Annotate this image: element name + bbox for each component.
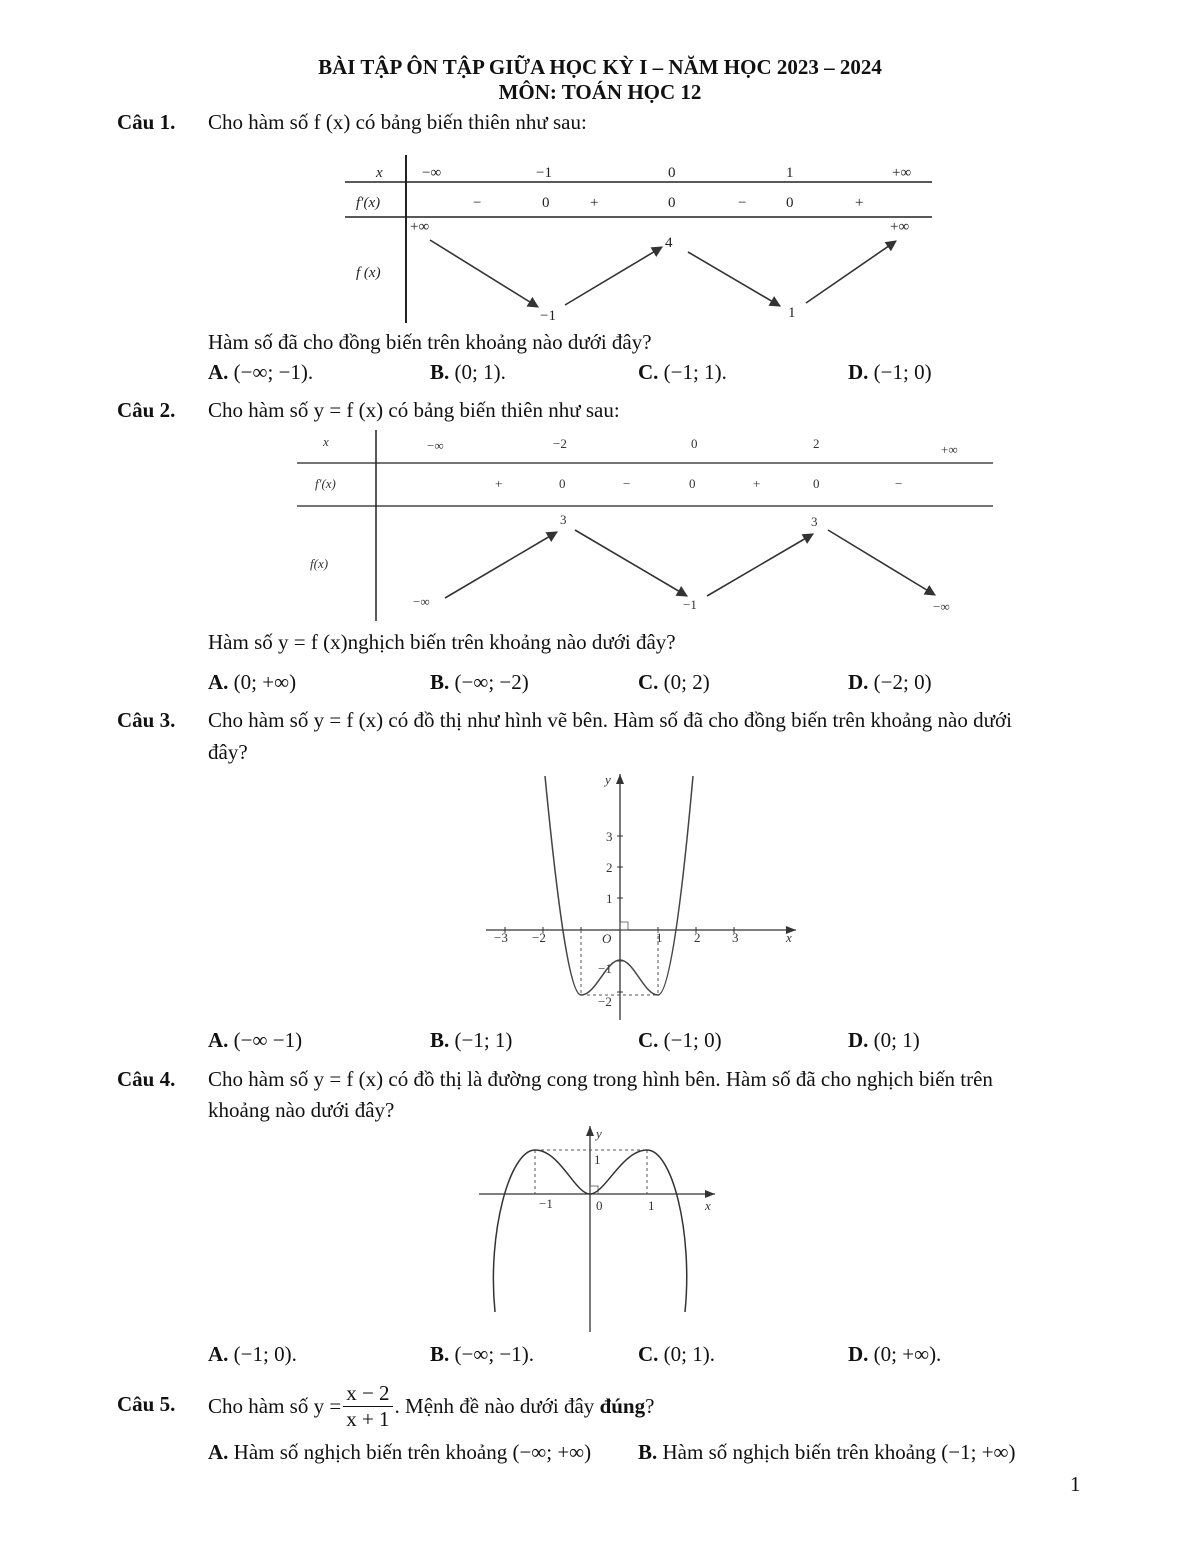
option-letter: A.	[208, 1342, 229, 1366]
q1-x-value: 1	[786, 165, 794, 181]
q2-x-value: 2	[813, 436, 820, 451]
q2-x-value: +∞	[941, 442, 958, 457]
q2-fp-value: −	[623, 476, 631, 491]
option-text: (0; 1).	[663, 1342, 715, 1366]
q2-x-label: x	[323, 434, 329, 449]
q5-fraction	[343, 1381, 392, 1430]
q5-text-end: ?	[645, 1393, 655, 1418]
q1-variation-table	[340, 155, 940, 325]
q5-option-a[interactable]	[208, 1440, 591, 1465]
option-letter: B.	[430, 670, 450, 694]
question-1-text: Cho hàm số f (x) có bảng biến thiên như sau:	[208, 110, 587, 134]
option-text: (0; 2)	[663, 670, 710, 694]
option-text: (−1; 0)	[873, 360, 932, 384]
option-text: (−1; 0).	[233, 1342, 297, 1366]
q2-f-value: −∞	[413, 594, 430, 609]
question-4-text-cont: khoảng nào dưới đây?	[208, 1098, 395, 1122]
q1-option-c[interactable]	[638, 360, 727, 385]
option-text: (−2; 0)	[873, 670, 932, 694]
option-letter: D.	[848, 670, 869, 694]
option-letter: C.	[638, 1342, 659, 1366]
q4-option-a[interactable]	[208, 1342, 297, 1367]
q3-y-tick: −1	[598, 961, 612, 976]
q2-fp-value: 0	[559, 476, 566, 491]
option-letter: B.	[638, 1440, 658, 1464]
question-5-text	[208, 1376, 654, 1436]
q5-text-pre: Cho hàm số y =	[208, 1393, 342, 1418]
q1-x-value: −∞	[422, 165, 442, 181]
q3-option-a[interactable]	[208, 1028, 302, 1053]
q1-f-value: +∞	[890, 219, 910, 235]
q1-fp-value: 0	[786, 195, 794, 211]
q1-x-label: x	[376, 165, 383, 181]
option-text: (0; +∞)	[233, 670, 297, 694]
q5-fraction-numerator: x − 2	[343, 1381, 392, 1406]
option-letter: C.	[638, 360, 659, 384]
question-3-text: Cho hàm số y = f (x) có đồ thị như hình vẽ bên. Hàm số đã cho đồng biến trên khoảng nào dưới	[208, 708, 1012, 732]
q3-y-tick: −2	[598, 994, 612, 1009]
q4-x-tick: −1	[539, 1196, 553, 1211]
q1-x-value: +∞	[892, 165, 912, 181]
option-text: (0; 1).	[454, 360, 506, 384]
page-subtitle: MÔN: TOÁN HỌC 12	[498, 80, 702, 104]
q5-fraction-denominator: x + 1	[346, 1406, 390, 1431]
q4-option-b[interactable]	[430, 1342, 534, 1367]
question-3-text-cont: đây?	[208, 740, 248, 764]
option-letter: C.	[638, 670, 659, 694]
q1-f-value: 1	[788, 305, 796, 321]
question-2-prompt: Hàm số y = f (x)nghịch biến trên khoảng nào dưới đây?	[208, 630, 676, 654]
question-4-text: Cho hàm số y = f (x) có đồ thị là đường cong trong hình bên. Hàm số đã cho nghịch biến trên	[208, 1067, 993, 1091]
option-letter: C.	[638, 1028, 659, 1052]
q2-f-value: −1	[683, 597, 697, 612]
q3-origin-label: O	[602, 931, 612, 946]
q5-text-bold: đúng	[599, 1393, 646, 1418]
q2-option-b[interactable]	[430, 670, 529, 695]
q2-f-value: 3	[811, 514, 818, 529]
q1-fp-value: 0	[668, 195, 676, 211]
q2-x-value: −2	[553, 436, 567, 451]
q2-option-a[interactable]	[208, 670, 296, 695]
option-text: (−1; 1)	[454, 1028, 513, 1052]
q2-fp-value: −	[895, 476, 903, 491]
option-text: Hàm số nghịch biến trên khoảng (−∞; +∞)	[233, 1440, 592, 1464]
option-letter: D.	[848, 360, 869, 384]
q4-option-d[interactable]	[848, 1342, 941, 1367]
question-2-text: Cho hàm số y = f (x) có bảng biến thiên như sau:	[208, 398, 620, 422]
q1-fp-value: −	[738, 195, 747, 211]
option-text: (−∞ −1)	[233, 1028, 303, 1052]
q1-x-value: 0	[668, 165, 676, 181]
q4-option-c[interactable]	[638, 1342, 715, 1367]
question-1-prompt: Hàm số đã cho đồng biến trên khoảng nào dưới đây?	[208, 330, 652, 354]
option-letter: D.	[848, 1028, 869, 1052]
q2-x-value: −∞	[427, 438, 444, 453]
q2-f-value: −∞	[933, 599, 950, 614]
q3-function-graph	[478, 770, 808, 1025]
question-1-label: Câu 1.	[117, 110, 176, 134]
option-text: (−∞; −2)	[454, 670, 529, 694]
option-letter: A.	[208, 1028, 229, 1052]
q2-fp-value: +	[495, 476, 503, 491]
q3-x-tick: 2	[694, 930, 701, 945]
q2-f-label: f(x)	[310, 556, 329, 571]
q1-fp-label: f′(x)	[356, 195, 381, 211]
option-letter: B.	[430, 1342, 450, 1366]
q4-x-axis-label: x	[705, 1198, 711, 1213]
option-letter: A.	[208, 1440, 229, 1464]
q2-fp-value: 0	[689, 476, 696, 491]
option-letter: D.	[848, 1342, 869, 1366]
q1-fp-value: −	[473, 195, 482, 211]
q3-x-axis-label: x	[786, 930, 792, 945]
q3-x-tick: −2	[532, 930, 546, 945]
page-number: 1	[1070, 1472, 1081, 1496]
q2-f-value: 3	[560, 512, 567, 527]
q3-option-d[interactable]	[848, 1028, 920, 1053]
q4-y-tick: 1	[594, 1152, 601, 1167]
option-text: (−∞; −1).	[233, 360, 314, 384]
q3-x-tick: 1	[656, 930, 663, 945]
q1-fp-value: 0	[542, 195, 550, 211]
q3-y-tick: 2	[606, 860, 613, 875]
question-4-label: Câu 4.	[117, 1067, 176, 1091]
q1-option-b[interactable]	[430, 360, 506, 385]
q1-f-value: 4	[665, 235, 673, 251]
q3-y-tick: 1	[606, 891, 613, 906]
q1-f-value: −1	[540, 308, 556, 324]
q2-option-c[interactable]	[638, 670, 710, 695]
q4-x-tick: 1	[648, 1198, 655, 1213]
question-5-label: Câu 5.	[117, 1392, 176, 1416]
q5-option-b[interactable]	[638, 1440, 1016, 1465]
q3-y-tick: 3	[606, 829, 613, 844]
q5-text-post: . Mệnh đề nào dưới đây	[394, 1393, 595, 1418]
q2-x-value: 0	[691, 436, 698, 451]
q1-option-d[interactable]	[848, 360, 932, 385]
option-text: Hàm số nghịch biến trên khoảng (−1; +∞)	[662, 1440, 1016, 1464]
option-text: (−1; 0)	[663, 1028, 722, 1052]
q3-x-tick: 3	[732, 930, 739, 945]
q3-option-b[interactable]	[430, 1028, 512, 1053]
q4-y-axis-label: y	[596, 1126, 602, 1141]
q3-x-tick: −3	[494, 930, 508, 945]
option-text: (0; +∞).	[873, 1342, 942, 1366]
q4-function-graph	[475, 1122, 725, 1337]
option-text: (−1; 1).	[663, 360, 727, 384]
question-2-label: Câu 2.	[117, 398, 176, 422]
q2-fp-label: f′(x)	[315, 476, 336, 491]
page-title: BÀI TẬP ÔN TẬP GIỮA HỌC KỲ I – NĂM HỌC 2023 – 2024	[318, 55, 882, 79]
q2-fp-value: 0	[813, 476, 820, 491]
question-3-label: Câu 3.	[117, 708, 176, 732]
q2-fp-value: +	[753, 476, 761, 491]
option-letter: A.	[208, 670, 229, 694]
q1-fp-value: +	[590, 195, 599, 211]
option-letter: B.	[430, 1028, 450, 1052]
q1-x-value: −1	[536, 165, 552, 181]
q2-option-d[interactable]	[848, 670, 932, 695]
q2-variation-table	[295, 428, 995, 623]
q1-option-a[interactable]	[208, 360, 313, 385]
q3-option-c[interactable]	[638, 1028, 722, 1053]
option-text: (−∞; −1).	[454, 1342, 534, 1366]
q3-y-axis-label: y	[605, 772, 611, 787]
q1-f-value: +∞	[410, 219, 430, 235]
q1-f-label: f (x)	[356, 265, 381, 281]
option-letter: A.	[208, 360, 229, 384]
q4-x-tick: 0	[596, 1198, 603, 1213]
q1-fp-value: +	[855, 195, 864, 211]
option-letter: B.	[430, 360, 450, 384]
option-text: (0; 1)	[873, 1028, 920, 1052]
